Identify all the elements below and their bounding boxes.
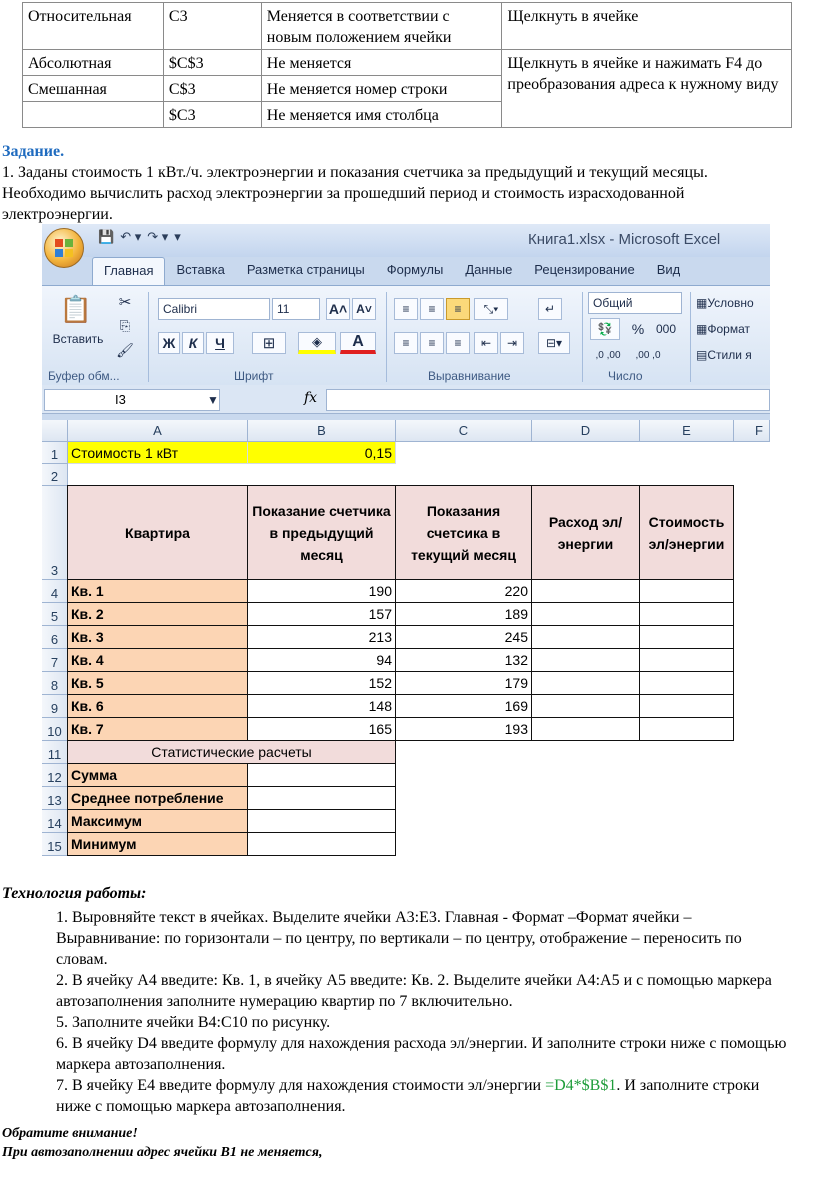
conditional-format-button[interactable]: ▦ Условно xyxy=(696,296,754,310)
spreadsheet-grid xyxy=(42,420,770,868)
redo-icon[interactable]: ↷ ▾ xyxy=(147,229,169,244)
row-header[interactable]: 1 xyxy=(42,442,68,464)
group-separator xyxy=(690,292,691,382)
column-header[interactable]: C xyxy=(396,420,532,442)
row-header[interactable]: 2 xyxy=(42,464,68,486)
table-cell: Щелкнуть в ячейке xyxy=(502,3,792,50)
table-cell: Не меняется номер строки xyxy=(261,76,502,102)
ribbon-tabs xyxy=(92,257,691,285)
prev-reading-cell[interactable]: 190 xyxy=(247,579,396,603)
tab-data[interactable]: Данные xyxy=(465,262,513,277)
prev-reading-cell[interactable]: 213 xyxy=(247,625,396,649)
quick-access-toolbar xyxy=(98,229,181,245)
cost-cell[interactable] xyxy=(639,625,734,649)
decrease-decimal-button[interactable]: ,00 ,0 xyxy=(635,349,661,361)
thousands-button[interactable]: 000 xyxy=(655,322,677,336)
office-button[interactable] xyxy=(44,228,84,268)
consumption-cell[interactable] xyxy=(531,625,640,649)
table-cell: C$3 xyxy=(163,76,261,102)
group-separator xyxy=(386,292,387,382)
header-curr-reading[interactable]: Показания счетсика в текущий месяц xyxy=(395,485,532,580)
table-cell: $C$3 xyxy=(163,50,261,76)
tab-review[interactable]: Рецензирование xyxy=(534,262,635,277)
table-row xyxy=(23,3,792,50)
increase-indent-icon[interactable]: ⇥ xyxy=(500,332,524,354)
apartment-name-cell[interactable]: Кв. 7 xyxy=(67,717,248,741)
fill-color-icon[interactable]: ◈ xyxy=(298,332,336,354)
table-cell: Не меняется имя столбца xyxy=(261,102,502,128)
cell-styles-button[interactable]: ▤ Стили я xyxy=(696,348,752,362)
customize-qat-icon[interactable]: ▾ xyxy=(174,229,181,244)
prev-reading-cell[interactable]: 94 xyxy=(247,648,396,672)
save-icon[interactable]: 💾 xyxy=(98,229,115,244)
shrink-font-icon[interactable]: A˅ xyxy=(352,298,376,320)
row-header[interactable]: 13 xyxy=(42,787,68,810)
stats-sum-label[interactable]: Сумма xyxy=(67,763,248,787)
increase-decimal-button[interactable]: ,0 ,00 xyxy=(595,349,621,361)
row-header[interactable]: 4 xyxy=(42,580,68,603)
apartment-name-cell[interactable]: Кв. 3 xyxy=(67,625,248,649)
apartment-name-cell[interactable]: Кв. 1 xyxy=(67,579,248,603)
wrap-text-icon[interactable]: ↵ xyxy=(538,298,562,320)
formula-bar xyxy=(42,385,770,414)
stats-min-value[interactable] xyxy=(247,832,396,856)
group-label-clipboard: Буфер обм... xyxy=(48,369,120,383)
cell-styles-icon: ▤ xyxy=(696,348,708,362)
curr-reading-cell[interactable]: 220 xyxy=(395,579,532,603)
table-cell: C3 xyxy=(163,3,261,50)
column-header[interactable]: A xyxy=(68,420,248,442)
tab-insert[interactable]: Вставка xyxy=(176,262,225,277)
table-cell: Щелкнуть в ячейке и нажимать F4 до преобразования адреса к нужному виду xyxy=(502,50,792,128)
select-all-corner[interactable] xyxy=(42,420,68,442)
formula-text: =D4*$B$1 xyxy=(545,1077,617,1094)
table-icon: ▦ xyxy=(696,322,708,336)
font-size-select[interactable]: 11 xyxy=(272,298,320,320)
name-box[interactable]: I3 xyxy=(44,389,220,411)
grow-font-icon[interactable]: A˄ xyxy=(326,298,350,320)
header-apartment[interactable]: Квартира xyxy=(67,485,248,580)
row-header[interactable]: 6 xyxy=(42,626,68,649)
cost-cell[interactable] xyxy=(639,602,734,626)
curr-reading-cell[interactable]: 169 xyxy=(395,694,532,718)
tab-home[interactable]: Главная xyxy=(92,257,165,285)
font-color-icon[interactable]: A xyxy=(340,332,376,354)
row-header[interactable]: 10 xyxy=(42,718,68,741)
consumption-cell[interactable] xyxy=(531,717,640,741)
align-right-icon[interactable]: ≡ xyxy=(446,332,470,354)
step-item: 6. В ячейку D4 введите формулу для нахождения расхода эл/энергии. И заполните строки ниже с помощью маркера автозаполнения. xyxy=(56,1035,787,1073)
group-label-number: Число xyxy=(608,369,643,383)
row-header[interactable]: 3 xyxy=(42,486,68,580)
note-text: При автозаполнении адрес ячейки B1 не меняется, xyxy=(2,1145,323,1160)
group-label-font: Шрифт xyxy=(234,369,274,383)
apartment-name-cell[interactable]: Кв. 6 xyxy=(67,694,248,718)
consumption-cell[interactable] xyxy=(531,694,640,718)
formula-input[interactable] xyxy=(326,389,770,411)
curr-reading-cell[interactable]: 189 xyxy=(395,602,532,626)
table-cell: Не меняется xyxy=(261,50,502,76)
underline-button[interactable]: Ч xyxy=(206,332,234,354)
tab-formulas[interactable]: Формулы xyxy=(386,262,444,277)
stats-min-label[interactable]: Минимум xyxy=(67,832,248,856)
prev-reading-cell[interactable]: 152 xyxy=(247,671,396,695)
cut-icon[interactable]: ✂ xyxy=(118,294,132,311)
format-painter-icon[interactable]: 🖌 xyxy=(116,341,134,358)
note-heading: Обратите внимание! xyxy=(2,1126,138,1141)
apartment-name-cell[interactable]: Кв. 2 xyxy=(67,602,248,626)
stats-average-value[interactable] xyxy=(247,786,396,810)
decrease-indent-icon[interactable]: ⇤ xyxy=(474,332,498,354)
table-cell: $C3 xyxy=(163,102,261,128)
office-logo-icon xyxy=(54,238,74,258)
stats-title-cell[interactable]: Статистические расчеты xyxy=(67,740,396,764)
bold-button[interactable]: Ж xyxy=(158,332,180,354)
align-left-icon[interactable]: ≡ xyxy=(394,332,418,354)
column-header[interactable]: B xyxy=(248,420,396,442)
format-as-table-button[interactable]: ▦ Формат xyxy=(696,322,750,336)
font-name-select[interactable]: Calibri xyxy=(158,298,270,320)
cost-label-cell[interactable]: Стоимость 1 кВт xyxy=(68,442,248,464)
excel-window xyxy=(42,224,770,868)
column-header[interactable]: D xyxy=(532,420,640,442)
cost-value-cell[interactable]: 0,15 xyxy=(248,442,396,464)
column-header[interactable]: F xyxy=(734,420,770,442)
header-cost[interactable]: Стоимость эл/энергии xyxy=(639,485,734,580)
steps-list xyxy=(56,907,796,1117)
align-bottom-icon[interactable]: ≡ xyxy=(446,298,470,320)
group-separator xyxy=(582,292,583,382)
ribbon xyxy=(42,285,770,385)
cost-cell[interactable] xyxy=(639,579,734,603)
undo-icon[interactable]: ↶ ▾ xyxy=(120,229,142,244)
group-label-alignment: Выравнивание xyxy=(428,369,511,383)
table-cell: Абсолютная xyxy=(23,50,164,76)
row-header[interactable]: 12 xyxy=(42,764,68,787)
curr-reading-cell[interactable]: 193 xyxy=(395,717,532,741)
table-cell: Смешанная xyxy=(23,76,164,102)
stats-max-value[interactable] xyxy=(247,809,396,833)
number-format-select[interactable]: Общий xyxy=(588,292,682,314)
row-header[interactable]: 15 xyxy=(42,833,68,856)
copy-icon[interactable]: ⎘ xyxy=(119,318,131,333)
curr-reading-cell[interactable]: 245 xyxy=(395,625,532,649)
task-heading: Задание. xyxy=(2,143,65,160)
consumption-cell[interactable] xyxy=(531,671,640,695)
task-text: 1. Заданы стоимость 1 кВт./ч. электроэнергии и показания счетчика за предыдущий и текущий месяцы. Необходимо вычислить расход электроэнергии за прошедший период и стоимость израсходованной электроэнергии. xyxy=(2,164,708,223)
currency-icon[interactable]: 💱 xyxy=(590,318,620,340)
cost-cell[interactable] xyxy=(639,717,734,741)
title-bar xyxy=(42,224,770,257)
paste-button[interactable]: Вставить xyxy=(52,332,104,346)
window-title: Книга1.xlsx - Microsoft Excel xyxy=(528,231,721,248)
percent-button[interactable]: % xyxy=(631,321,645,337)
prev-reading-cell[interactable]: 165 xyxy=(247,717,396,741)
stats-average-label[interactable]: Среднее потребление xyxy=(67,786,248,810)
cost-cell[interactable] xyxy=(639,648,734,672)
curr-reading-cell[interactable]: 132 xyxy=(395,648,532,672)
apartment-name-cell[interactable]: Кв. 4 xyxy=(67,648,248,672)
stats-sum-value[interactable] xyxy=(247,763,396,787)
curr-reading-cell[interactable]: 179 xyxy=(395,671,532,695)
step-item: 5. Заполните ячейки B4:C10 по рисунку. xyxy=(56,1014,331,1031)
prev-reading-cell[interactable]: 148 xyxy=(247,694,396,718)
apartment-name-cell[interactable]: Кв. 5 xyxy=(67,671,248,695)
name-box-dropdown-icon[interactable]: ▼ xyxy=(207,393,219,407)
borders-icon[interactable]: ⊞ xyxy=(252,332,286,354)
cost-cell[interactable] xyxy=(639,694,734,718)
row-header[interactable]: 8 xyxy=(42,672,68,695)
header-prev-reading[interactable]: Показание счетчика в предыдущий месяц xyxy=(247,485,396,580)
tab-view[interactable]: Вид xyxy=(656,262,681,277)
paste-icon[interactable]: 📋 xyxy=(59,293,93,324)
consumption-cell[interactable] xyxy=(531,602,640,626)
group-separator xyxy=(148,292,149,382)
styles-icon: ▦ xyxy=(696,296,708,310)
orientation-icon[interactable]: ⤡▾ xyxy=(474,298,508,320)
cost-cell[interactable] xyxy=(639,671,734,695)
stats-max-label[interactable]: Максимум xyxy=(67,809,248,833)
merge-center-icon[interactable]: ⊟▾ xyxy=(538,332,570,354)
row-header[interactable]: 5 xyxy=(42,603,68,626)
address-types-table xyxy=(22,2,792,128)
align-middle-icon[interactable]: ≡ xyxy=(420,298,444,320)
italic-button[interactable]: К xyxy=(182,332,204,354)
step-item: 2. В ячейку A4 введите: Кв. 1, в ячейку A5 введите: Кв. 2. Выделите ячейки A4:A5 и с помощью маркера автозаполнения заполните нумерацию квартир по 7 включительно. xyxy=(56,972,772,1010)
prev-reading-cell[interactable]: 157 xyxy=(247,602,396,626)
align-center-icon[interactable]: ≡ xyxy=(420,332,444,354)
row-header[interactable]: 11 xyxy=(42,741,68,764)
step-item: 1. Выровняйте текст в ячейках. Выделите ячейки A3:E3. Главная - Формат –Формат ячейки – Выравнивание: по горизонтали – по центру, по вертикали – по центру, отображение – переносить по словам. xyxy=(56,909,742,968)
table-cell xyxy=(23,102,164,128)
step-item: 7. В ячейку E4 введите формулу для нахождения стоимости эл/энергии =D4*$B$1. И заполните строки ниже с помощью маркера автозаполнения. xyxy=(56,1077,760,1115)
table-row xyxy=(23,50,792,76)
tab-page-layout[interactable]: Разметка страницы xyxy=(246,262,365,277)
consumption-cell[interactable] xyxy=(531,648,640,672)
header-consumption[interactable]: Расход эл/энергии xyxy=(531,485,640,580)
column-header[interactable]: E xyxy=(640,420,734,442)
row-header[interactable]: 7 xyxy=(42,649,68,672)
fx-label[interactable]: fx xyxy=(304,390,318,406)
row-header[interactable]: 14 xyxy=(42,810,68,833)
align-top-icon[interactable]: ≡ xyxy=(394,298,418,320)
row-header[interactable]: 9 xyxy=(42,695,68,718)
tech-heading: Технология работы: xyxy=(2,885,147,902)
consumption-cell[interactable] xyxy=(531,579,640,603)
table-cell: Меняется в соответствии с новым положением ячейки xyxy=(261,3,502,50)
table-cell: Относительная xyxy=(23,3,164,50)
